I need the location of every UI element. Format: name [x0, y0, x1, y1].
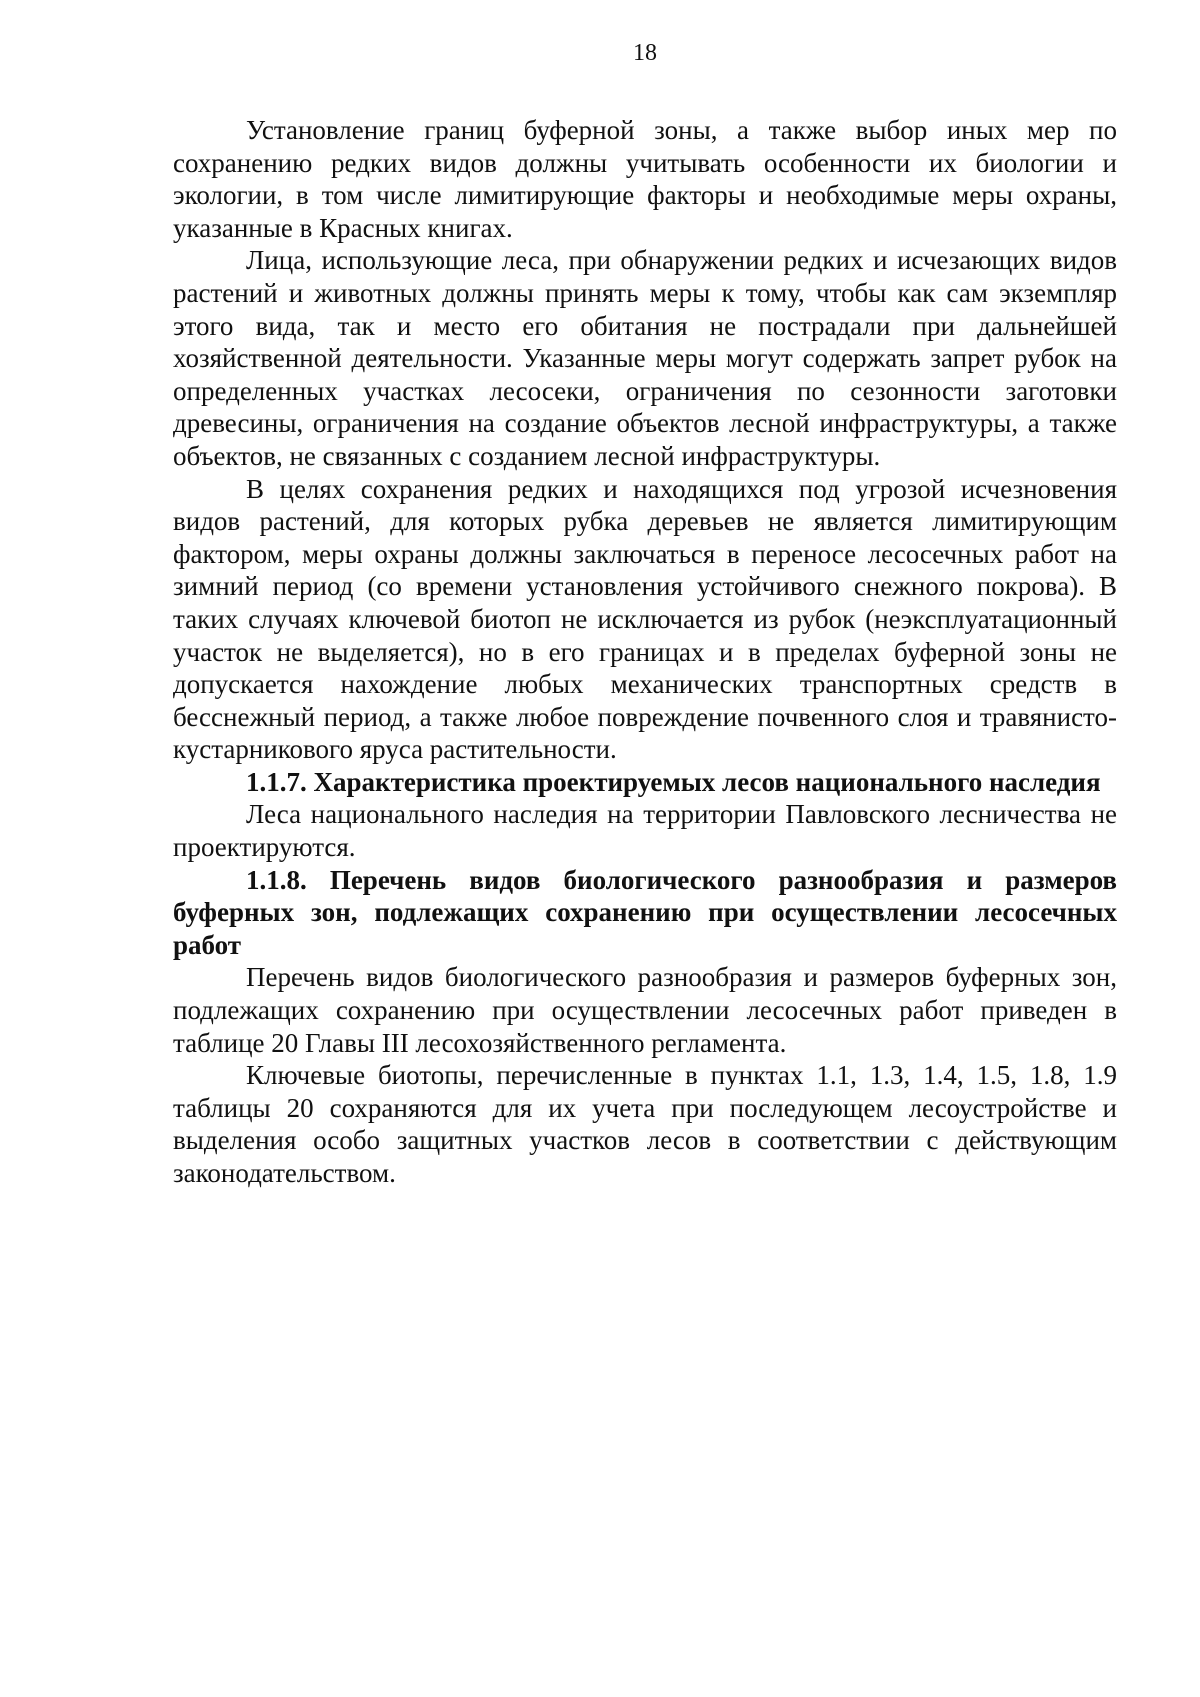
paragraph-national-heritage-forests: Леса национального наследия на территории Павловского лесничества не проектируются.	[173, 799, 1117, 863]
document-body	[173, 114, 1117, 1190]
paragraph-key-biotopes: Ключевые биотопы, перечисленные в пунктах 1.1, 1.3, 1.4, 1.5, 1.8, 1.9 таблицы 20 сохраняются для их учета при последующем лесоустройстве и выделения особо защитных участков лесов в соответствии с действующим законодательством.	[173, 1060, 1117, 1188]
paragraph-forest-users-obligations: Лица, использующие леса, при обнаружении редких и исчезающих видов растений и животных должны принять меры к тому, чтобы как сам экземпляр этого вида, так и место его обитания не пострадали при дальнейшей хозяйственной деятельности. Указанные меры могут содержать запрет рубок на определенных участках лесосеки, ограничения по сезонности заготовки древесины, ограничения на создание объектов лесной инфраструктуры, а также объектов, не связанных с созданием лесной инфраструктуры.	[173, 245, 1117, 471]
paragraph-rare-species-protection: В целях сохранения редких и находящихся под угрозой исчезновения видов растений, для которых рубка деревьев не является лимитирующим фактором, меры охраны должны заключаться в переносе лесосечных работ на зимний период (со времени установления устойчивого снежного покрова). В таких случаях ключевой биотоп не исключается из рубок (неэксплуатационный участок не выделяется), но в его границах и в пределах буферной зоны не допускается нахождение любых механических транспортных средств в бесснежный период, а также любое повреждение почвенного слоя и травянисто-кустарникового яруса растительности.	[173, 473, 1117, 765]
section-heading-1-1-8: 1.1.8. Перечень видов биологического разнообразия и размеров буферных зон, подлежащих сохранению при осуществлении лесосечных работ	[173, 864, 1117, 960]
paragraph-buffer-zone-measures: Установление границ буферной зоны, а также выбор иных мер по сохранению редких видов должны учитывать особенности их биологии и экологии, в том числе лимитирующие факторы и необходимые меры охраны, указанные в Красных книгах.	[173, 115, 1117, 243]
paragraph-biodiversity-list-reference: Перечень видов биологического разнообразия и размеров буферных зон, подлежащих сохранению при осуществлении лесосечных работ приведен в таблице 20 Главы III лесохозяйственного регламента.	[173, 962, 1117, 1058]
section-heading-1-1-7: 1.1.7. Характеристика проектируемых лесов национального наследия	[246, 766, 1101, 797]
page-number: 18	[633, 40, 657, 66]
